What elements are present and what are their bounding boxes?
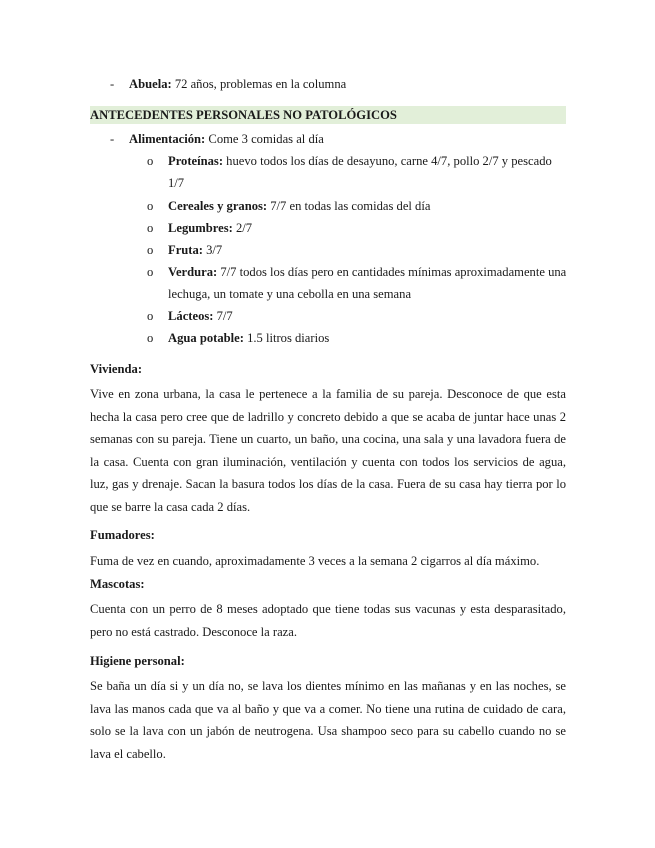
bullet-marker: o [147,243,154,257]
diet-item-text: huevo todos los días de desayuno, carne 4/7, pollo 2/7 y pescado 1/7 [168,154,552,190]
dash-marker: - [110,132,115,146]
diet-item-label: Verdura: [168,265,218,279]
diet-item-label: Legumbres: [168,221,233,235]
fumadores-heading: Fumadores: [90,528,155,542]
higiene-heading: Higiene personal: [90,654,185,668]
diet-item-label: Fruta: [168,243,203,257]
bullet-marker: o [147,331,154,345]
diet-item-label: Proteínas: [168,154,224,168]
diet-item-text: 2/7 [232,221,253,235]
diet-item-label: Lácteos: [168,309,214,323]
abuela-text: 72 años, problemas en la columna [171,77,347,91]
alimentacion-text: Come 3 comidas al día [205,132,324,146]
diet-item-label: Cereales y granos: [168,199,268,213]
bullet-marker: o [147,221,154,235]
vivienda-heading: Vivienda: [90,362,143,376]
bullet-marker: o [147,265,154,279]
diet-item-text: 7/7 [213,309,233,323]
diet-item-text: 1.5 litros diarios [243,331,330,345]
bullet-marker: o [147,154,154,168]
higiene-paragraph: Se baña un día si y un día no, se lava los dientes mínimo en las mañanas y en las noches, se lava las manos cada que va al baño y que va a comer. No tiene una rutina de cuidado de cara, solo se la lava con un jabón de neutrogena. Usa shampoo seco para su cabello cuando no se lava el cabello. [90,679,566,761]
alimentacion-label: Alimentación: [129,132,206,146]
diet-item-text: 7/7 todos los días pero en cantidades mínimas aproximadamente una lechuga, un tomate y una cebolla en una semana [168,265,567,301]
diet-item-text: 3/7 [202,243,223,257]
vivienda-paragraph: Vive en zona urbana, la casa le pertenece a la familia de su pareja. Desconoce de que esta hecha la casa pero cree que de ladrillo y concreto debido a que se acaba de juntar hace unas 2 semanas con su pareja. Tiene un cuarto, un baño, una cocina, una sala y una lavadora fuera de la casa. Cuenta con gran iluminación, ventilación y cuenta con todos los servicios de agua, luz, gas y drenaje. Sacan la basura todos los días de la casa. Fuera de su casa hay tierra por lo que se barre la casa cada 2 días. [90,387,566,514]
mascotas-paragraph: Cuenta con un perro de 8 meses adoptado que tiene todas sus vacunas y esta desparasitado, pero no está castrado. Desconoce la raza. [90,602,566,639]
diet-item-label: Agua potable: [168,331,244,345]
dash-marker: - [110,77,115,91]
abuela-label: Abuela: [129,77,172,91]
bullet-marker: o [147,199,154,213]
alimentacion-entry [129,132,324,147]
fumadores-paragraph: Fuma de vez en cuando, aproximadamente 3 veces a la semana 2 cigarros al día máximo. [90,554,540,568]
mascotas-heading: Mascotas: [90,577,145,591]
bullet-marker: o [147,309,154,323]
diet-item-text: 7/7 en todas las comidas del día [267,199,431,213]
abuela-entry [129,77,346,92]
section-title: ANTECEDENTES PERSONALES NO PATOLÓGICOS [90,106,566,124]
